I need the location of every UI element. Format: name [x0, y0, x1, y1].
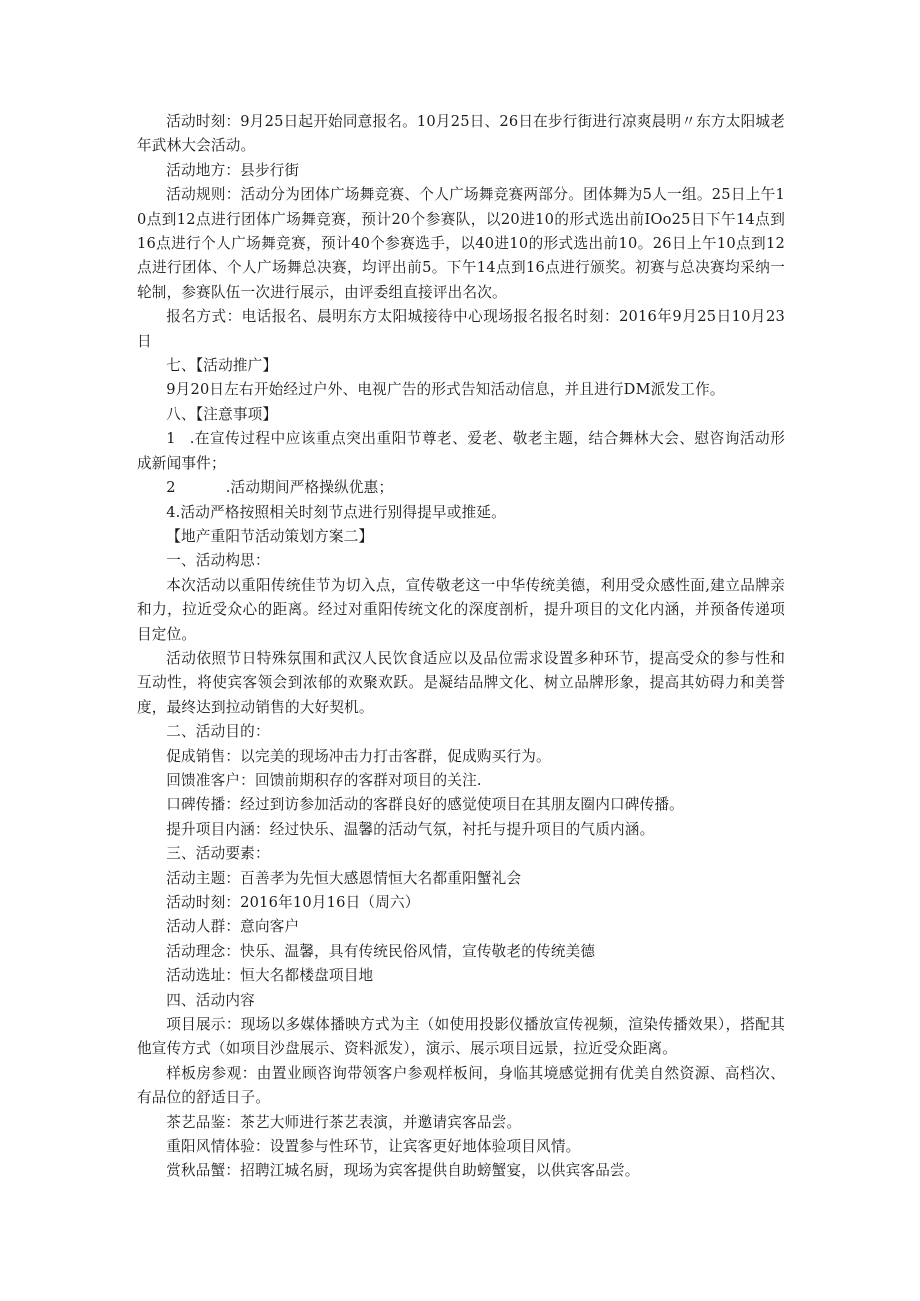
paragraph-theme: 活动主题：百善孝为先恒大感恩情恒大名都重阳蟹礼会 — [166, 869, 522, 887]
paragraph-purpose-connotation: 提升项目内涵：经过快乐、温馨的活动气氛，衬托与提升项目的气质内涵。 — [166, 820, 655, 838]
list-item-2-text: .活动期间严格操纵优惠； — [225, 479, 394, 497]
paragraph-purpose-word-of-mouth: 口碑传播：经过到访参加活动的客群良好的感觉使项目在其朋友圈内口碑传播。 — [166, 796, 684, 814]
paragraph-crab-tasting: 赏秋品蟹：招聘江城名厨，现场为宾客提供自助螃蟹宴，以供宾客品尝。 — [166, 1162, 640, 1180]
list-item-1 — [137, 427, 785, 476]
paragraph-activity-place: 活动地方：县步行街 — [166, 161, 300, 179]
paragraph-promotion: 9月20日左右开始经过户外、电视广告的形式告知活动信息，并且进行DM派发工作。 — [166, 381, 725, 399]
list-item-4: 4.活动严格按照相关时刻节点进行别得提早或推延。 — [166, 503, 506, 521]
document-body — [137, 110, 785, 1184]
heading-plan-two: 【地产重阳节活动策划方案二】 — [166, 527, 374, 545]
list-item-1-text: .在宣传过程中应该重点突出重阳节尊老、爱老、敬老主题，结合舞林大会、慰咨询活动形成新闻事件； — [137, 430, 785, 472]
paragraph-activity-rules: 活动规则：活动分为团体广场舞竞赛、个人广场舞竞赛两部分。团体舞为5人一组。25日上午10点到12点进行团体广场舞竞赛，预计20个参赛队，以20进10的形式选出前IOo25日下午14点到16点进行个人广场舞竞赛，预计40个参赛选手，以40进10的形式选出前10。26日上午10点到12点进行团体、个人广场舞总决赛，均评出前5。下午14点到16点进行颁奖。初赛与总决赛均采纳一轮制，参赛队伍一次进行展示，由评委组直接评出名次。 — [137, 186, 785, 301]
paragraph-concept-2: 活动依照节日特殊氛围和武汉人民饮食适应以及品位需求设置多种环节，提高受众的参与性和互动性，将使宾客领会到浓郁的欢聚欢跃。是凝结品牌文化、树立品牌形象，提高其妨碍力和美誉度，最终达到拉动销售的大好契机。 — [137, 649, 785, 716]
list-item-1-number: 1 — [166, 430, 176, 448]
paragraph-philosophy: 活动理念：快乐、温馨，具有传统民俗风情，宣传敬老的传统美德 — [166, 942, 596, 960]
list-item-2-number: 2 — [166, 479, 176, 497]
paragraph-concept-1: 本次活动以重阳传统佳节为切入点，宣传敬老这一中华传统美德，利用受众感性面,建立品牌亲和力，拉近受众心的距离。经过对重阳传统文化的深度剖析，提升项目的文化内涵，并预备传递项目定位。 — [137, 576, 785, 643]
paragraph-tea-art: 茶艺品鉴：茶艺大师进行茶艺表演，并邀请宾客品尝。 — [166, 1113, 522, 1131]
list-item-2 — [137, 476, 785, 500]
paragraph-purpose-feedback: 回馈准客户：回馈前期积存的客群对项目的关注. — [166, 771, 482, 789]
heading-content: 四、活动内容 — [166, 991, 255, 1009]
paragraph-location: 活动选址：恒大名都楼盘项目地 — [166, 967, 374, 985]
heading-notes: 八、【注意事项】 — [166, 405, 278, 423]
paragraph-festival-experience: 重阳风情体验：设置参与性环节，让宾客更好地体验项目风情。 — [166, 1138, 581, 1156]
paragraph-purpose-sales: 促成销售：以完美的现场冲击力打击客群，促成购买行为。 — [166, 747, 551, 765]
paragraph-project-display: 项目展示：现场以多媒体播映方式为主（如使用投影仪播放宣传视频，渲染传播效果），搭配其他宣传方式（如项目沙盘展示、资料派发），演示、展示项目远景，拉近受众距离。 — [137, 1016, 785, 1058]
heading-concept: 一、活动构思： — [166, 552, 270, 570]
paragraph-registration: 报名方式：电话报名、晨明东方太阳城接待中心现场报名报名时刻：2016年9月25日10月23日 — [137, 308, 785, 350]
heading-promotion: 七、【活动推广】 — [166, 357, 278, 375]
paragraph-audience: 活动人群：意向客户 — [166, 918, 300, 936]
paragraph-date: 活动时刻：2016年10月16日（周六） — [166, 894, 420, 911]
heading-elements: 三、活动要素： — [166, 845, 270, 863]
heading-purpose: 二、活动目的： — [166, 723, 270, 741]
paragraph-activity-time: 活动时刻：9月25日起开始同意报名。10月25日、26日在步行街进行凉爽晨明〃东方太阳城老年武林大会活动。 — [137, 113, 785, 155]
paragraph-model-room: 样板房参观：由置业顾咨询带领客户参观样板间，身临其境感觉拥有优美自然资源、高档次、有品位的舒适日子。 — [137, 1064, 785, 1107]
